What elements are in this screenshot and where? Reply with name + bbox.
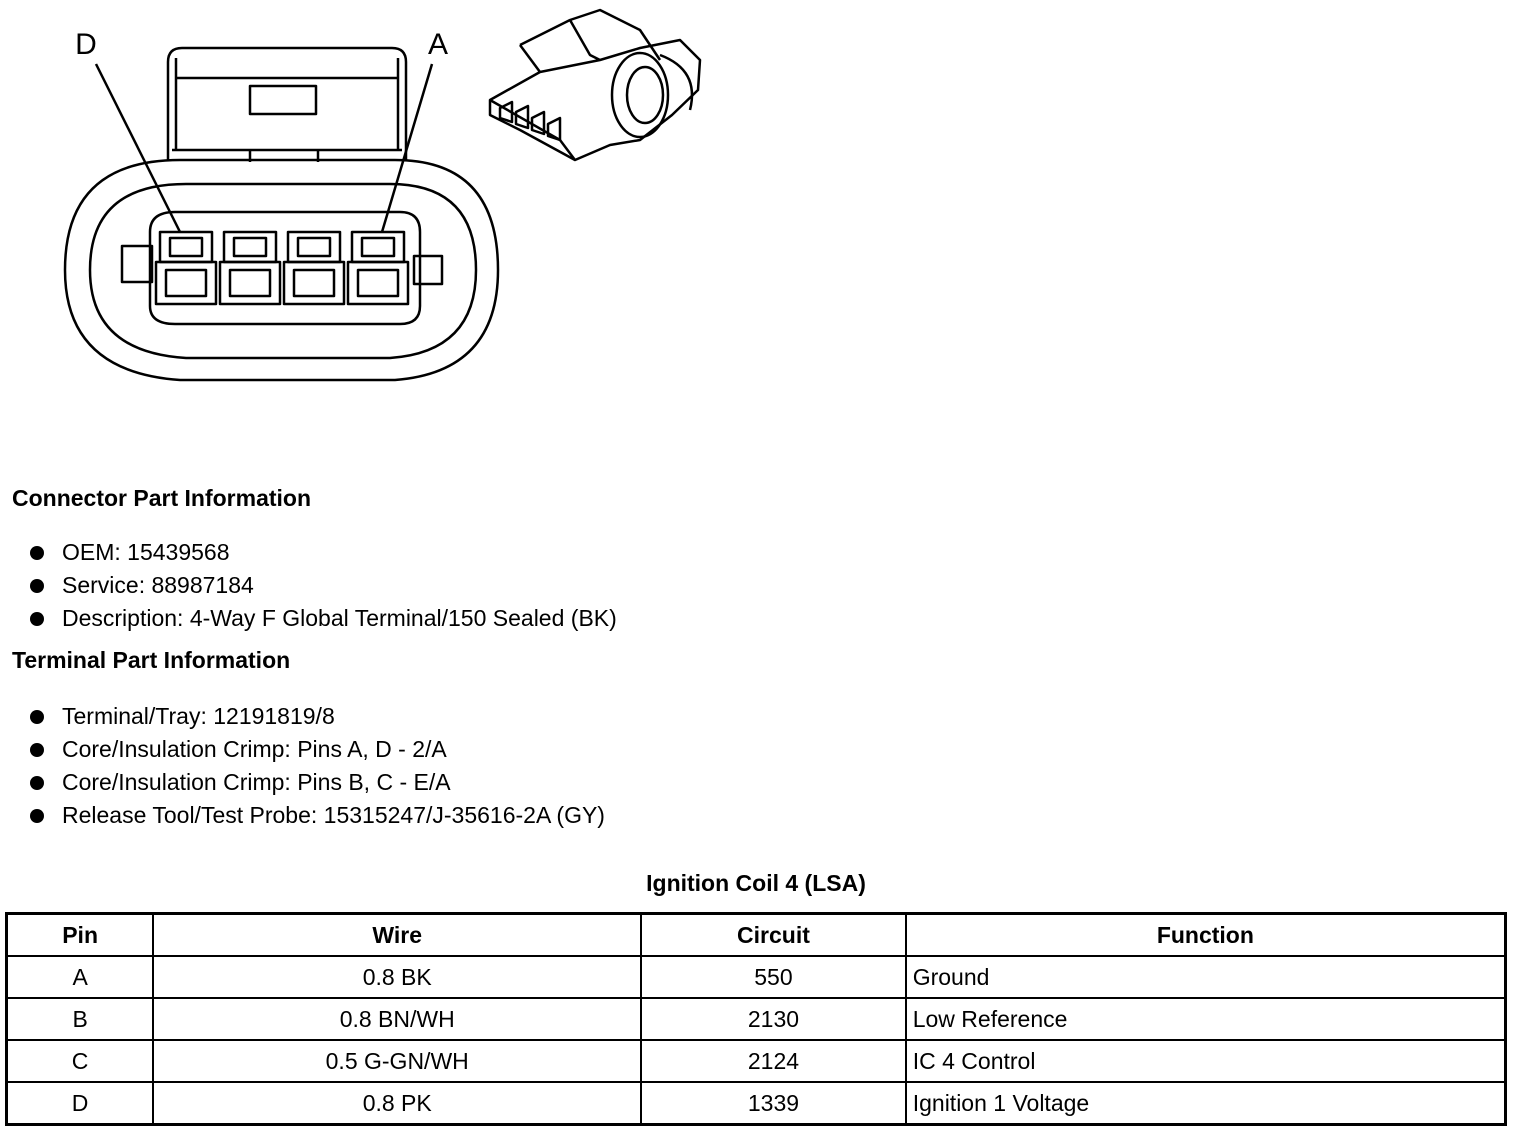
cell-function: Low Reference	[906, 998, 1506, 1040]
list-item: Terminal/Tray: 12191819/8	[30, 700, 605, 733]
label-pin-a: A	[427, 28, 449, 61]
bullet-icon	[30, 809, 44, 823]
header-function: Function	[906, 914, 1506, 957]
list-item: Core/Insulation Crimp: Pins B, C - E/A	[30, 766, 605, 799]
table-row	[7, 956, 1506, 998]
bullet-icon	[30, 710, 44, 724]
bullet-icon	[30, 579, 44, 593]
pinout-table	[5, 912, 1507, 1126]
connector-info-heading: Connector Part Information	[12, 485, 312, 511]
header-pin: Pin	[7, 914, 154, 957]
cell-circuit: 2130	[641, 998, 906, 1040]
cell-circuit: 2124	[641, 1040, 906, 1082]
table-title: Ignition Coil 4 (LSA)	[646, 870, 866, 896]
label-pin-d: D	[75, 28, 97, 61]
table-row	[7, 1082, 1506, 1125]
cell-pin: D	[7, 1082, 154, 1125]
bullet-icon	[30, 776, 44, 790]
table-row	[7, 1040, 1506, 1082]
cell-wire: 0.8 PK	[153, 1082, 641, 1125]
cell-wire: 0.8 BK	[153, 956, 641, 998]
cell-pin: B	[7, 998, 154, 1040]
cell-pin: A	[7, 956, 154, 998]
cell-wire: 0.5 G-GN/WH	[153, 1040, 641, 1082]
terminal-info-list	[30, 700, 605, 832]
cell-pin: C	[7, 1040, 154, 1082]
cell-function: IC 4 Control	[906, 1040, 1506, 1082]
list-item: Service: 88987184	[30, 569, 617, 602]
cell-circuit: 550	[641, 956, 906, 998]
connector-diagram	[0, 0, 720, 400]
cell-wire: 0.8 BN/WH	[153, 998, 641, 1040]
header-circuit: Circuit	[641, 914, 906, 957]
table-header-row	[7, 914, 1506, 957]
list-item: OEM: 15439568	[30, 536, 617, 569]
table-row	[7, 998, 1506, 1040]
terminal-info-heading: Terminal Part Information	[12, 647, 291, 673]
header-wire: Wire	[153, 914, 641, 957]
cell-function: Ignition 1 Voltage	[906, 1082, 1506, 1125]
list-item: Description: 4-Way F Global Terminal/150 Sealed (BK)	[30, 602, 617, 635]
connector-info-list	[30, 536, 617, 635]
cell-function: Ground	[906, 956, 1506, 998]
bullet-icon	[30, 546, 44, 560]
list-item: Release Tool/Test Probe: 15315247/J-35616-2A (GY)	[30, 799, 605, 832]
bullet-icon	[30, 743, 44, 757]
list-item: Core/Insulation Crimp: Pins A, D - 2/A	[30, 733, 605, 766]
bullet-icon	[30, 612, 44, 626]
cell-circuit: 1339	[641, 1082, 906, 1125]
